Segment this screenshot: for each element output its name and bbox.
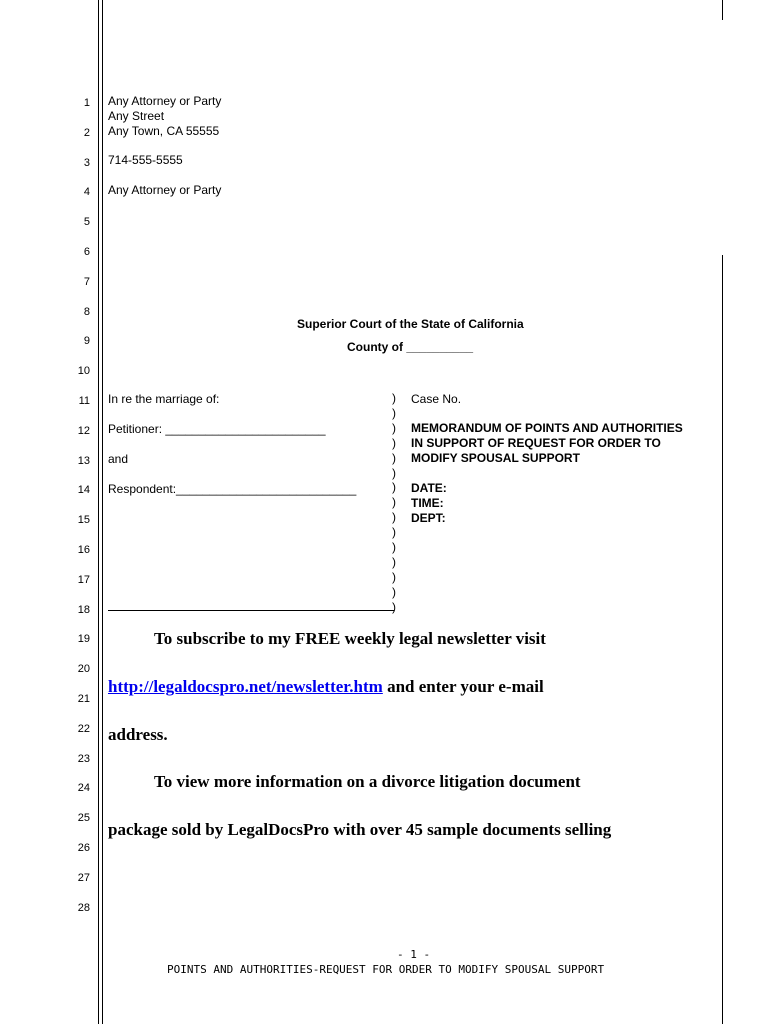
- left-margin-line-2: [102, 0, 103, 1024]
- caption-paren: ): [392, 465, 396, 480]
- doc-title-line-3: MODIFY SPOUSAL SUPPORT: [411, 451, 580, 465]
- caption-paren: ): [392, 480, 396, 495]
- line-number: 10: [77, 365, 90, 378]
- line-number: 2: [83, 126, 90, 139]
- footer-page-number: - 1 -: [397, 948, 431, 961]
- caption-paren: ): [392, 435, 396, 450]
- line-number: 4: [83, 186, 90, 199]
- attorney-city: Any Town, CA 55555: [108, 124, 220, 138]
- doc-title-line-1: MEMORANDUM OF POINTS AND AUTHORITIES: [411, 421, 683, 435]
- attorney-street: Any Street: [108, 109, 165, 123]
- caption-paren: ): [392, 525, 396, 540]
- footer-title: POINTS AND AUTHORITIES-REQUEST FOR ORDER TO MODIFY SPOUSAL SUPPORT: [167, 963, 605, 976]
- body-paragraph-2: To view more information on a divorce litigation document: [154, 772, 581, 791]
- line-number: 21: [77, 693, 90, 705]
- right-margin-line-top: [722, 0, 723, 20]
- newsletter-link[interactable]: http://legaldocspro.net/newsletter.htm: [108, 677, 383, 696]
- line-number: 20: [77, 663, 90, 676]
- line-number: 3: [83, 156, 90, 169]
- line-number: 26: [77, 842, 90, 854]
- line-number: 9: [83, 335, 90, 348]
- line-number: 12: [77, 424, 90, 437]
- caption-paren: ): [392, 540, 396, 554]
- caption-petitioner: Petitioner: ________________________: [108, 422, 326, 436]
- caption-and: and: [108, 452, 129, 466]
- line-number: 5: [83, 216, 90, 229]
- line-number: 28: [77, 901, 90, 914]
- line-number: 11: [78, 395, 90, 407]
- line-number: 23: [77, 752, 90, 765]
- attorney-for: Any Attorney or Party: [108, 183, 222, 197]
- caption-respondent: Respondent:___________________________: [108, 482, 357, 496]
- caption-paren: ): [392, 599, 396, 614]
- line-number: 6: [83, 246, 90, 258]
- line-number: 18: [77, 603, 90, 616]
- line-number: 14: [77, 484, 90, 497]
- hearing-date: DATE:: [411, 481, 447, 495]
- doc-title-line-2: IN SUPPORT OF REQUEST FOR ORDER TO: [411, 436, 661, 450]
- caption-paren: ): [392, 495, 396, 510]
- line-number: 7: [83, 275, 90, 288]
- line-number: 15: [77, 514, 90, 527]
- caption-paren: ): [392, 554, 396, 569]
- body-paragraph-2-line-2: package sold by LegalDocsPro with over 45 sample documents selling: [108, 820, 612, 839]
- body-paragraph-1: To subscribe to my FREE weekly legal newsletter visit: [154, 629, 546, 648]
- body-paragraph-1-line-2: [108, 677, 544, 697]
- caption-paren: ): [392, 510, 396, 525]
- line-number: 22: [77, 722, 90, 735]
- caption-bottom-rule: [108, 610, 394, 611]
- line-number: 25: [77, 812, 90, 825]
- caption-paren: ): [392, 391, 396, 405]
- attorney-name: Any Attorney or Party: [108, 94, 222, 108]
- line-number: 16: [77, 544, 90, 556]
- caption-paren: ): [392, 450, 396, 465]
- caption-paren: ): [392, 420, 396, 435]
- hearing-dept: DEPT:: [411, 511, 446, 525]
- right-margin-line: [722, 255, 723, 1024]
- body-paragraph-1-text: and enter your e-mail: [382, 677, 544, 696]
- caption-paren: ): [392, 405, 396, 420]
- court-title: Superior Court of the State of California: [297, 317, 524, 331]
- left-margin-line-1: [98, 0, 99, 1024]
- court-county: County of __________: [347, 340, 474, 354]
- case-no: Case No.: [411, 392, 462, 406]
- attorney-phone: 714-555-5555: [108, 153, 183, 167]
- body-paragraph-1-line-3: address.: [108, 725, 168, 744]
- line-number: 17: [77, 573, 90, 586]
- line-number: 8: [83, 305, 90, 318]
- line-number: 19: [77, 633, 90, 646]
- caption-paren: ): [392, 584, 396, 599]
- caption-paren: ): [392, 569, 396, 584]
- caption-in-re: In re the marriage of:: [108, 392, 220, 406]
- line-number: 27: [77, 871, 90, 884]
- hearing-time: TIME:: [411, 496, 444, 510]
- line-number: 1: [83, 97, 90, 109]
- line-number: 24: [77, 782, 90, 795]
- line-number: 13: [77, 454, 90, 467]
